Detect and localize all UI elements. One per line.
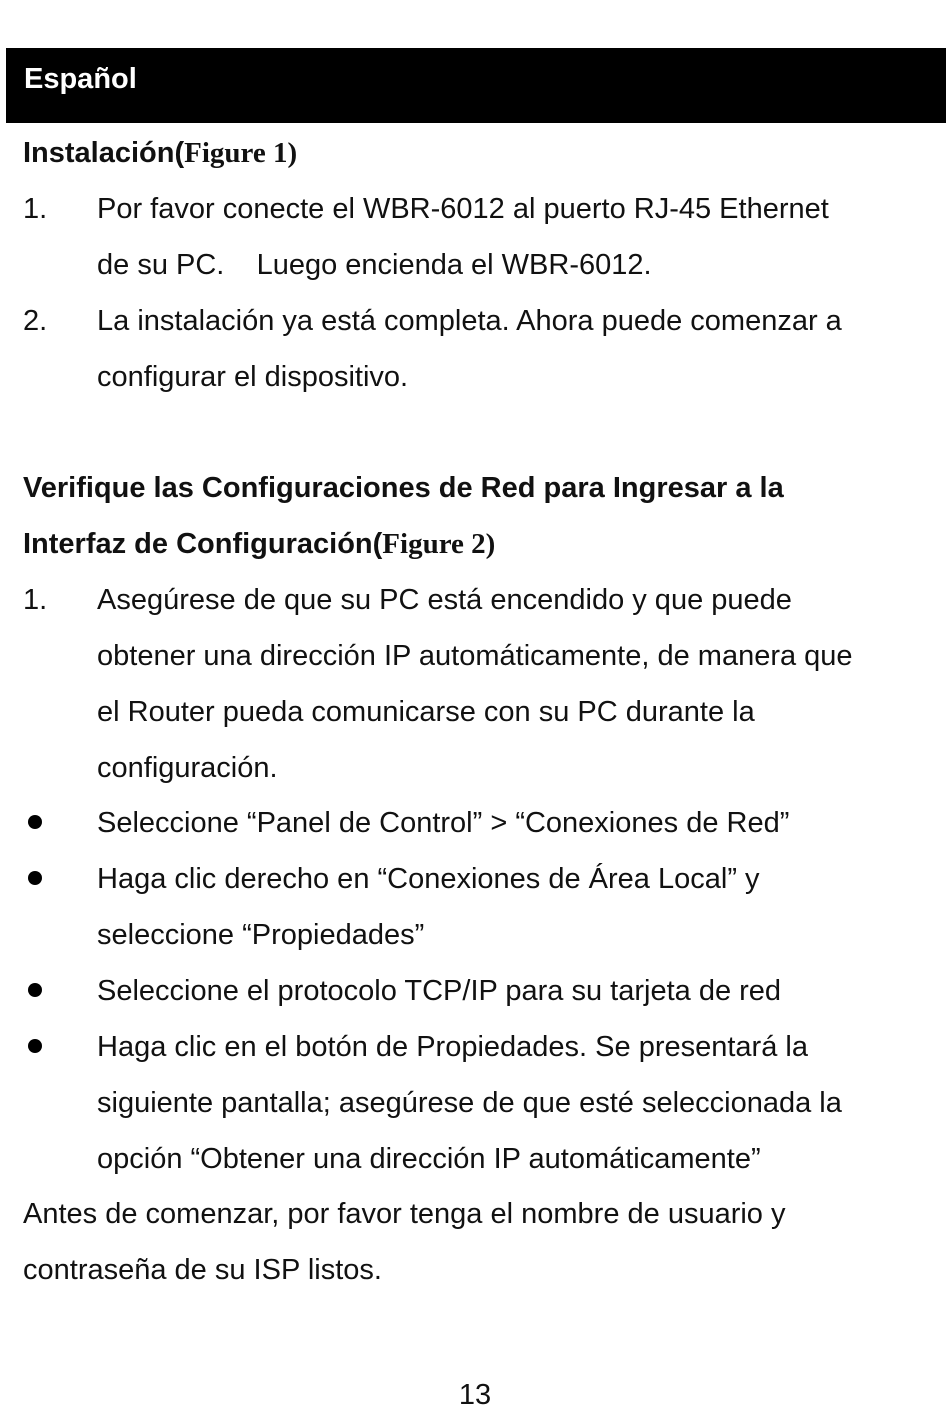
- bullet-icon: [28, 871, 42, 885]
- language-title: Español: [24, 63, 137, 95]
- bullet-item-text: opción “Obtener una dirección IP automáticamente”: [97, 1143, 761, 1175]
- list-item-number: 2.: [23, 305, 48, 337]
- bullet-item-text: Seleccione “Panel de Control” > “Conexiones de Red”: [97, 807, 790, 839]
- bullet-item-text: Seleccione el protocolo TCP/IP para su tarjeta de red: [97, 975, 782, 1007]
- network-settings-heading-text: Interfaz de Configuración(: [23, 528, 383, 560]
- figure-2-reference: Figure 2): [382, 528, 496, 560]
- bullet-item-text: Haga clic derecho en “Conexiones de Área Local” y: [97, 863, 760, 895]
- page-number: 13: [458, 1379, 492, 1411]
- network-settings-heading: Verifique las Configuraciones de Red para Ingresar a la: [23, 472, 784, 504]
- bullet-item-text: siguiente pantalla; asegúrese de que esté seleccionada la: [97, 1087, 842, 1119]
- list-item-text: de su PC. Luego encienda el WBR-6012.: [97, 249, 652, 281]
- list-item-text: configurar el dispositivo.: [97, 361, 409, 393]
- list-item-number: 1.: [23, 193, 48, 225]
- list-item-text: Por favor conecte el WBR-6012 al puerto RJ-45 Ethernet: [97, 193, 829, 225]
- bullet-icon: [28, 1039, 42, 1053]
- closing-paragraph: contraseña de su ISP listos.: [23, 1254, 382, 1286]
- installation-heading-text: Instalación(: [23, 137, 185, 169]
- bullet-icon: [28, 815, 42, 829]
- installation-heading: [23, 136, 297, 170]
- list-item-text: el Router pueda comunicarse con su PC durante la: [97, 696, 755, 728]
- network-settings-heading-line2: [23, 527, 495, 561]
- list-item-text: obtener una dirección IP automáticamente, de manera que: [97, 640, 853, 672]
- bullet-icon: [28, 983, 42, 997]
- language-header-bar: [6, 48, 946, 123]
- bullet-item-text: seleccione “Propiedades”: [97, 919, 425, 951]
- list-item-text: La instalación ya está completa. Ahora puede comenzar a: [97, 305, 842, 337]
- closing-paragraph: Antes de comenzar, por favor tenga el nombre de usuario y: [23, 1198, 786, 1230]
- figure-1-reference: Figure 1): [184, 137, 298, 169]
- list-item-number: 1.: [23, 584, 48, 616]
- bullet-item-text: Haga clic en el botón de Propiedades. Se presentará la: [97, 1031, 808, 1063]
- list-item-text: Asegúrese de que su PC está encendido y que puede: [97, 584, 792, 616]
- list-item-text: configuración.: [97, 752, 278, 784]
